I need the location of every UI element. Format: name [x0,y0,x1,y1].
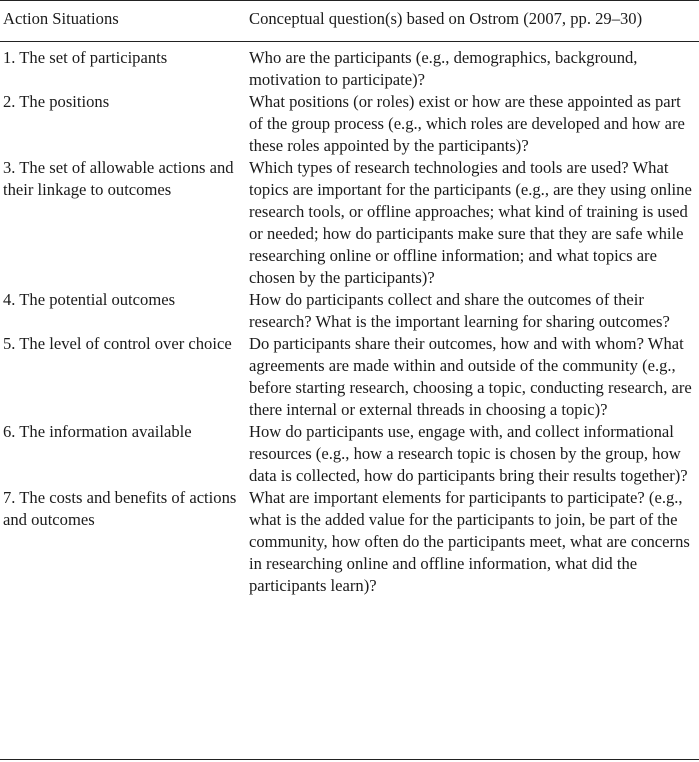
action-situation-cell: 6. The information available [3,422,192,441]
conceptual-question-cell: How do participants collect and share the outcomes of their research? What is the important learning for sharing outcomes? [249,290,670,331]
conceptual-question-cell: Which types of research technologies and tools are used? What topics are important for the participants (e.g., are they using online research tools, or offline approaches; what kind of training is used or needed; how do participants make sure that they are safe while researching online or offline information; and what topics are chosen by the participants)? [249,158,692,287]
conceptual-question-cell: Do participants share their outcomes, how and with whom? What agreements are made within and outside of the community (e.g., before starting research, choosing a topic, conducting research, are there internal or external threads in choosing a topic)? [249,334,692,419]
table-row [3,289,697,333]
table-row [3,91,697,157]
action-situation-cell: 1. The set of participants [3,48,168,67]
action-situation-cell: 5. The level of control over choice [3,334,232,353]
conceptual-question-cell: What positions (or roles) exist or how are these appointed as part of the group process (e.g., which roles are developed and how are these roles appointed by the participants)? [249,92,685,155]
table-header-row [3,8,697,41]
table-row [3,487,697,597]
table-row [3,333,697,421]
action-situation-cell: 3. The set of allowable actions and their linkage to outcomes [3,158,234,199]
action-situation-cell: 4. The potential outcomes [3,290,176,309]
conceptual-question-cell: Who are the participants (e.g., demographics, background, motivation to participate)? [249,48,638,89]
action-situation-cell: 2. The positions [3,92,110,111]
top-rule [0,0,699,1]
conceptual-question-cell: How do participants use, engage with, and collect informational resources (e.g., how a research topic is chosen by the group, how data is collected, how do participants bring their results together)? [249,422,688,485]
conceptual-question-cell: What are important elements for participants to participate? (e.g., what is the added value for the participants to join, be part of the community, how often do the participants meet, what are concerns in researching online and offline information, what did the participants learn)? [249,488,690,595]
header-conceptual-questions: Conceptual question(s) based on Ostrom (2007, pp. 29–30) [249,9,643,28]
table-row [3,157,697,289]
table-row [3,421,697,487]
action-situation-cell: 7. The costs and benefits of actions and outcomes [3,488,237,529]
header-action-situations: Action Situations [3,9,119,28]
table-row [3,41,697,91]
action-situations-table [3,8,697,597]
bottom-rule [0,759,699,760]
